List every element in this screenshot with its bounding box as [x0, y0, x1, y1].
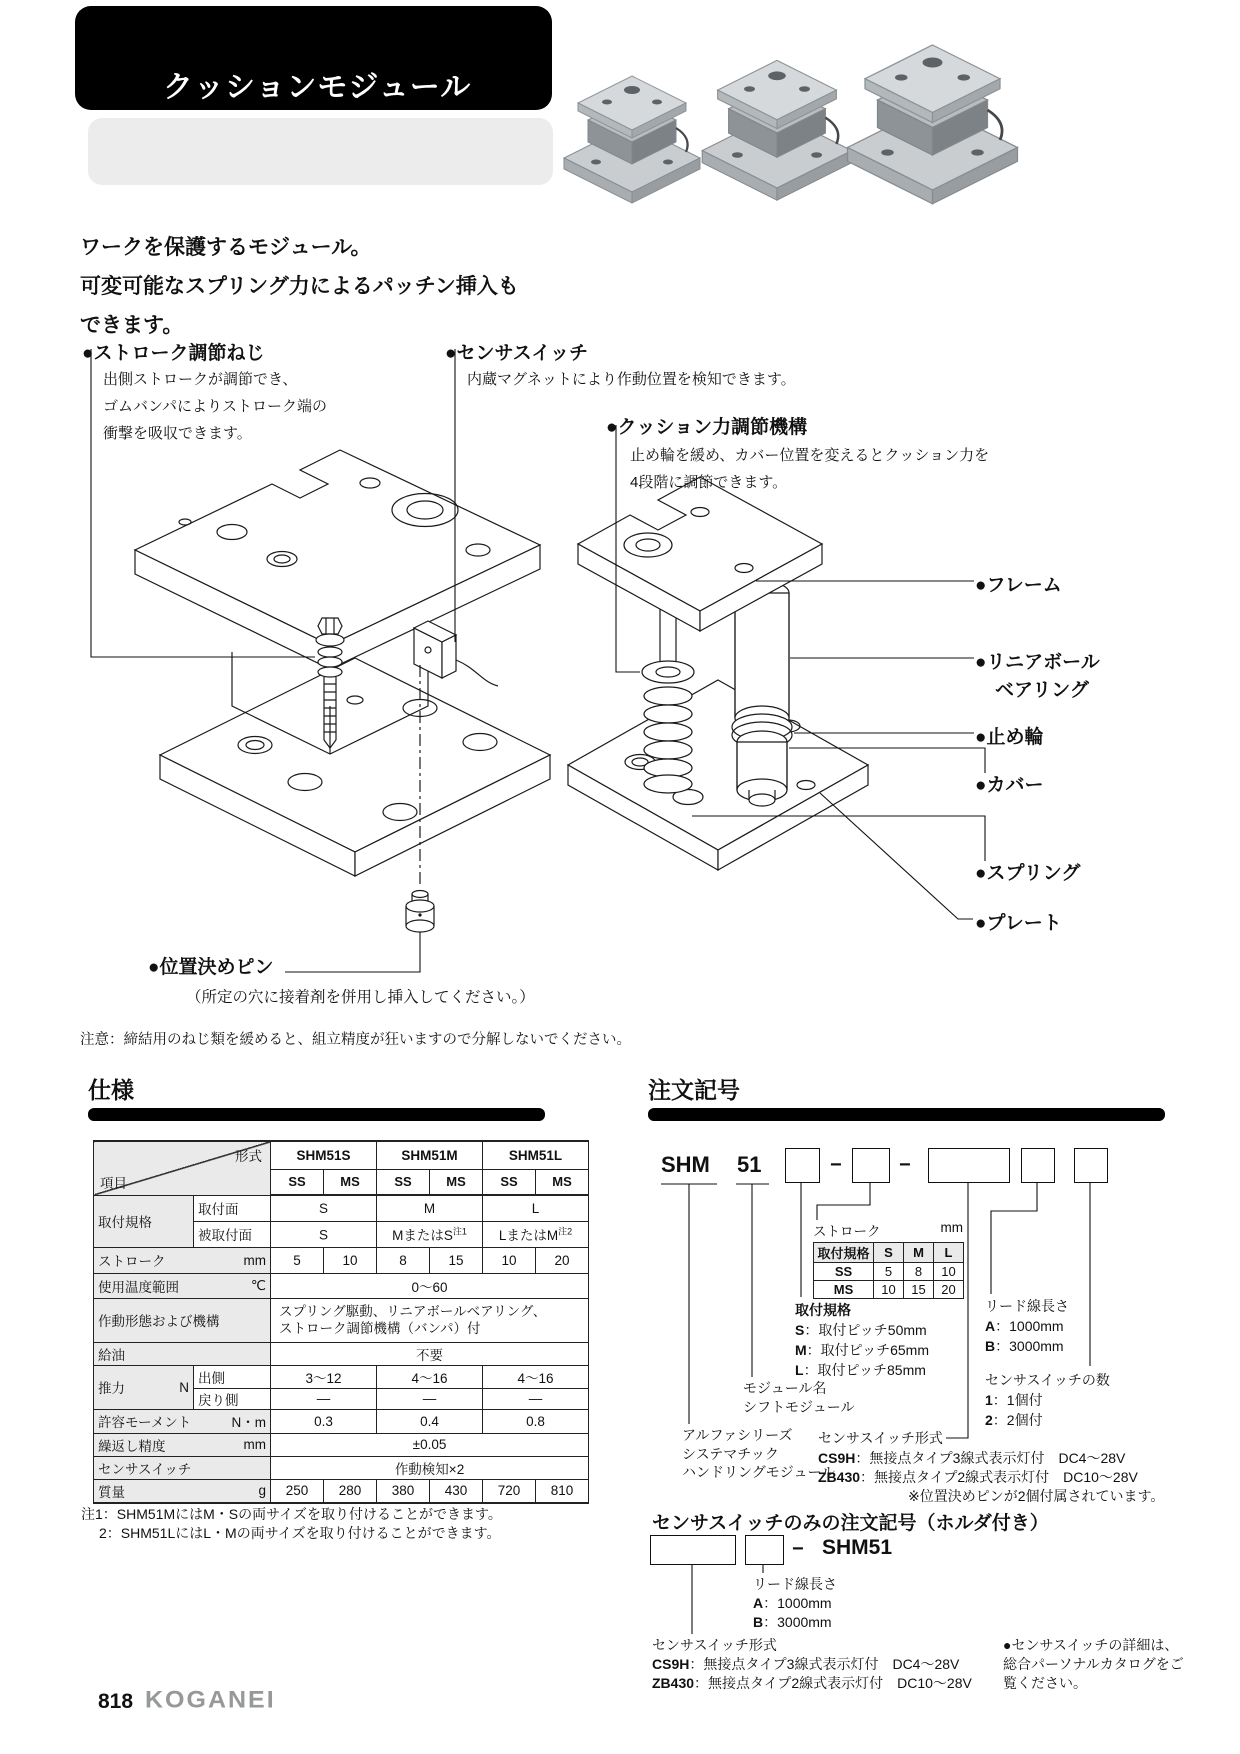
- cell-text: MまたはS: [392, 1228, 453, 1243]
- mini-cell: 20: [934, 1281, 964, 1299]
- sensor-order-heading: センサスイッチのみの注文記号（ホルダ付き）: [652, 1513, 1049, 1534]
- spec-cell: 4〜16: [377, 1365, 483, 1388]
- code: ZB430: [652, 1675, 695, 1691]
- block-item: [795, 1320, 929, 1340]
- code: CS9H: [818, 1449, 856, 1466]
- callout-stroke-screw-title: ●ストローク調節ねじ: [82, 343, 265, 364]
- code: ZB430: [818, 1469, 861, 1485]
- spec-corner-cell: [94, 1141, 271, 1195]
- model-header: SHM51L: [483, 1141, 589, 1169]
- sensor-order-box-lead: [745, 1535, 784, 1565]
- label-unit: ℃: [250, 1277, 266, 1293]
- callout-desc-line: 止め輪を緩め、カバー位置を変えるとクッション力を: [630, 447, 990, 464]
- order-size: 51: [737, 1152, 762, 1177]
- spec-cell: M: [377, 1195, 483, 1221]
- spec-cell: [271, 1298, 589, 1342]
- spec-note-1: 注1：SHM51MにはM・Sの両サイズを取り付けることができます。: [81, 1506, 502, 1522]
- block-item: [985, 1410, 1110, 1430]
- subsize-header: SS: [271, 1169, 324, 1195]
- stroke-mini-table: [813, 1242, 964, 1299]
- label-text: 繰返し精度: [98, 1438, 166, 1454]
- technical-drawing-right: [568, 477, 868, 870]
- code-desc: ：取付ピッチ65mm: [806, 1342, 930, 1358]
- block-line: モジュール名: [743, 1380, 827, 1396]
- callout-sensor-title: ●センサスイッチ: [445, 343, 588, 364]
- callout-pin-title: ●位置決めピン: [148, 957, 274, 978]
- row-label: [94, 1409, 271, 1433]
- spec-cell: 10: [324, 1247, 377, 1273]
- product-photo-1: [564, 76, 700, 203]
- order-dash-2: −: [899, 1154, 911, 1176]
- order-module-block: [743, 1379, 854, 1417]
- mini-cell: SS: [814, 1263, 874, 1281]
- label-text: 質量: [98, 1484, 125, 1500]
- order-sensor-type-block: [818, 1429, 1138, 1488]
- spec-cell: 作動検知×2: [271, 1456, 589, 1479]
- block-title: リード線長さ: [985, 1298, 1069, 1314]
- label-unit: g: [258, 1483, 266, 1499]
- block-line: ハンドリングモジュール: [682, 1464, 836, 1480]
- spec-cell: ―: [271, 1388, 377, 1409]
- spec-cell: ―: [377, 1388, 483, 1409]
- cell-text: ストローク調節機構（バンパ）付: [279, 1321, 481, 1336]
- row-sublabel: 戻り側: [194, 1388, 271, 1409]
- mini-head: L: [934, 1243, 964, 1263]
- mini-cell: 10: [874, 1281, 904, 1299]
- block-item: [753, 1594, 837, 1613]
- subsize-header: MS: [324, 1169, 377, 1195]
- spec-cell: 0.3: [271, 1409, 377, 1433]
- order-box-count: [1074, 1148, 1108, 1183]
- cell-text: スプリング駆動、リニアボールベアリング、: [279, 1304, 547, 1319]
- order-box-lead: [1021, 1148, 1055, 1183]
- block-line: シフトモジュール: [743, 1399, 855, 1415]
- mini-head: S: [874, 1243, 904, 1263]
- block-title: センサスイッチ形式: [818, 1430, 943, 1446]
- bearing-cover-part: [732, 581, 792, 806]
- code-desc: ：1000mm: [763, 1595, 832, 1611]
- callout-desc-line: ゴムバンパによりストローク端の: [103, 398, 327, 415]
- label-unit: mm: [243, 1252, 266, 1268]
- order-dash-1: −: [830, 1154, 842, 1176]
- order-prefix: SHM: [661, 1152, 710, 1177]
- corner-item: 項目: [100, 1175, 127, 1191]
- block-item: [652, 1674, 972, 1693]
- spring-part: [642, 600, 694, 793]
- spec-note-2: 2：SHM51LにはL・Mの両サイズを取り付けることができます。: [99, 1525, 501, 1541]
- block-line: アルファシリーズ: [682, 1427, 793, 1443]
- callout-cushion-desc: [630, 442, 989, 496]
- cell-text: LまたはM: [498, 1228, 559, 1243]
- subsize-header: MS: [430, 1169, 483, 1195]
- order-box-sensor-type: [928, 1148, 1010, 1183]
- code-desc: ：取付ピッチ85mm: [803, 1362, 926, 1378]
- mini-cell: 5: [874, 1263, 904, 1281]
- block-item: [652, 1655, 972, 1674]
- callout-stroke-screw-desc: [103, 366, 327, 447]
- callout-desc-line: 4段階に調節できます。: [630, 474, 788, 491]
- mini-head: M: [904, 1243, 934, 1263]
- spec-cell: 0〜60: [271, 1273, 589, 1298]
- note-line: 総合パーソナルカタログをご: [1003, 1656, 1184, 1672]
- label-unit: N: [179, 1379, 189, 1395]
- row-label: [94, 1247, 271, 1273]
- code: 2: [985, 1412, 993, 1428]
- code-desc: ：無接点タイプ2線式表示灯付: [860, 1469, 1050, 1485]
- note-line: 覧ください。: [1003, 1675, 1087, 1691]
- spec-cell: S: [271, 1195, 377, 1221]
- subsize-header: SS: [377, 1169, 430, 1195]
- spec-cell: 0.8: [483, 1409, 589, 1433]
- spec-cell: ―: [483, 1388, 589, 1409]
- code-desc: ：3000mm: [995, 1338, 1064, 1354]
- mini-cell: 8: [904, 1263, 934, 1281]
- code-desc: ：無接点タイプ3線式表示灯付: [689, 1656, 879, 1672]
- intro-text: [80, 228, 519, 345]
- code: B: [985, 1338, 996, 1354]
- cell-sup: 注1: [452, 1226, 467, 1237]
- block-line: システマチック: [682, 1445, 779, 1462]
- subsize-header: MS: [536, 1169, 589, 1195]
- label-text: ストローク: [98, 1254, 166, 1269]
- order-count-block: [985, 1370, 1110, 1430]
- spec-cell: [483, 1221, 589, 1247]
- spec-heading: 仕様: [88, 1077, 134, 1103]
- sensor-order-lead-block: [753, 1575, 837, 1632]
- block-item: [985, 1390, 1110, 1410]
- part-label-bearing: ●リニアボール: [975, 652, 1100, 673]
- spec-cell: L: [483, 1195, 589, 1221]
- code: L: [795, 1362, 804, 1378]
- code-desc: ：無接点タイプ2線式表示灯付: [694, 1675, 884, 1691]
- code-desc: ：無接点タイプ3線式表示灯付: [855, 1449, 1045, 1466]
- code: A: [985, 1318, 996, 1334]
- spec-cell: 20: [536, 1247, 589, 1273]
- spec-cell: 3〜12: [271, 1365, 377, 1388]
- spec-cell: 0.4: [377, 1409, 483, 1433]
- callout-pin-desc: （所定の穴に接着剤を併用し挿入してください。）: [186, 989, 535, 1006]
- technical-drawing-left: [135, 450, 550, 932]
- sensor-order-model: SHM51: [822, 1536, 893, 1559]
- block-item: [985, 1316, 1069, 1336]
- block-item: [985, 1336, 1069, 1356]
- intro-line: ワークを保護するモジュール。: [80, 236, 372, 259]
- order-box-stroke: [852, 1148, 890, 1183]
- row-label: [94, 1433, 271, 1456]
- spec-cell: [377, 1221, 483, 1247]
- callout-desc-line: 出側ストロークが調節でき、: [103, 371, 298, 388]
- callout-cushion-title: ●クッション力調節機構: [606, 417, 808, 438]
- mini-cell: 10: [934, 1263, 964, 1281]
- intro-line: 可変可能なスプリング力によるパッチン挿入も: [80, 275, 519, 298]
- sensor-switch-part: [414, 621, 498, 686]
- code-desc: ：3000mm: [763, 1614, 832, 1630]
- code: A: [753, 1595, 764, 1611]
- callout-desc-line: 衝撃を吸収できます。: [103, 425, 252, 442]
- row-sublabel: 出側: [194, 1365, 271, 1388]
- order-heading: 注文記号: [648, 1077, 740, 1103]
- page-number: 818: [98, 1690, 134, 1713]
- sensor-order-box-type: [650, 1535, 736, 1565]
- part-label-cover: ●カバー: [975, 775, 1044, 796]
- label-text: 推力: [98, 1381, 125, 1396]
- stroke-table-title: [813, 1220, 963, 1240]
- label-text: 許容モーメント: [98, 1415, 192, 1430]
- order-mount-block: [795, 1300, 929, 1380]
- row-label: 給油: [94, 1342, 271, 1365]
- code-desc: ：1個付: [992, 1392, 1043, 1408]
- order-stroke-table: [813, 1220, 964, 1299]
- part-label-plate: ●プレート: [975, 913, 1062, 934]
- spec-cell: 380: [377, 1479, 430, 1503]
- note-line: ●センサスイッチの詳細は、: [1003, 1637, 1179, 1653]
- spec-cell: 810: [536, 1479, 589, 1503]
- code: S: [795, 1322, 805, 1338]
- intro-line: できます。: [80, 314, 184, 337]
- spec-cell: 4〜16: [483, 1365, 589, 1388]
- order-heading-bar: [648, 1108, 1165, 1121]
- row-label: [94, 1365, 194, 1409]
- page-title: クッションモジュール: [163, 71, 472, 104]
- block-item: [818, 1468, 1138, 1488]
- code: CS9H: [652, 1656, 690, 1672]
- spec-cell: 5: [271, 1247, 324, 1273]
- row-label: 取付規格: [94, 1195, 194, 1247]
- part-label-spring: ●スプリング: [975, 863, 1081, 884]
- sensor-order-type-block: [652, 1636, 972, 1693]
- block-title: リード線長さ: [753, 1576, 837, 1592]
- row-label: [94, 1273, 271, 1298]
- code-voltage: DC10〜28V: [897, 1675, 972, 1691]
- spec-cell: 720: [483, 1479, 536, 1503]
- sensor-detail-note: [1003, 1636, 1184, 1693]
- stroke-title-text: ストローク: [813, 1224, 881, 1239]
- product-photo-2: [702, 60, 852, 200]
- spec-cell: 280: [324, 1479, 377, 1503]
- code: M: [795, 1342, 807, 1358]
- part-label-stop-ring: ●止め輪: [975, 727, 1044, 748]
- row-label: [94, 1479, 271, 1503]
- block-title: センサスイッチの数: [985, 1372, 1110, 1388]
- order-box-mount: [785, 1148, 820, 1183]
- code-desc: ：2個付: [992, 1412, 1043, 1428]
- code: B: [753, 1614, 764, 1630]
- spec-heading-bar: [88, 1108, 545, 1121]
- model-header: SHM51M: [377, 1141, 483, 1169]
- block-title: センサスイッチ形式: [652, 1637, 777, 1653]
- mini-cell: MS: [814, 1281, 874, 1299]
- brand-logo: KOGANEI: [145, 1686, 276, 1714]
- order-pin-note: ※位置決めピンが2個付属されています。: [908, 1488, 1165, 1504]
- spec-cell: 8: [377, 1247, 430, 1273]
- callout-sensor-desc: 内蔵マグネットにより作動位置を検知できます。: [467, 371, 796, 388]
- order-lead-block: [985, 1296, 1069, 1356]
- part-label-bearing2: ベアリング: [995, 680, 1089, 701]
- positioning-pin-part: [406, 891, 434, 933]
- row-sublabel: 被取付面: [194, 1221, 271, 1247]
- caution-note: 注意：締結用のねじ類を緩めると、組立精度が狂いますので分解しないでください。: [80, 1032, 631, 1048]
- spec-cell: 不要: [271, 1342, 589, 1365]
- spec-cell: 15: [430, 1247, 483, 1273]
- block-item: [795, 1360, 929, 1380]
- row-sublabel: 取付面: [194, 1195, 271, 1221]
- spec-cell: ±0.05: [271, 1433, 589, 1456]
- cell-text: S: [318, 1227, 328, 1243]
- spec-table: [93, 1140, 589, 1504]
- code-desc: ：取付ピッチ50mm: [804, 1322, 927, 1338]
- order-series-block: [682, 1426, 835, 1482]
- subsize-header: SS: [483, 1169, 536, 1195]
- code-voltage: DC4〜28V: [1058, 1449, 1126, 1466]
- block-item: [753, 1613, 837, 1632]
- stroke-title-unit: mm: [940, 1220, 963, 1235]
- spec-cell: 430: [430, 1479, 483, 1503]
- corner-model: 形式: [235, 1149, 262, 1164]
- spec-cell: 250: [271, 1479, 324, 1503]
- block-item: [818, 1449, 1138, 1469]
- product-photo-3: [848, 45, 1018, 204]
- spec-cell: 10: [483, 1247, 536, 1273]
- block-item: [795, 1340, 929, 1360]
- spec-cell: [271, 1221, 377, 1247]
- row-label: センサスイッチ: [94, 1456, 271, 1479]
- label-unit: N・m: [231, 1415, 266, 1430]
- block-title: 取付規格: [795, 1302, 851, 1318]
- mini-head: 取付規格: [814, 1243, 874, 1263]
- title-banner-sub: [88, 118, 553, 185]
- mini-cell: 15: [904, 1281, 934, 1299]
- model-header: SHM51S: [271, 1141, 377, 1169]
- code-voltage: DC10〜28V: [1063, 1469, 1138, 1485]
- row-label: 作動形態および機構: [94, 1298, 271, 1342]
- cell-sup: 注2: [558, 1226, 573, 1237]
- code-desc: ：1000mm: [995, 1318, 1064, 1334]
- code: 1: [985, 1392, 993, 1408]
- code-voltage: DC4〜28V: [892, 1656, 960, 1672]
- sensor-order-dash: −: [792, 1538, 804, 1560]
- part-label-frame: ●フレーム: [975, 575, 1062, 596]
- label-text: 使用温度範囲: [98, 1279, 179, 1295]
- label-unit: mm: [243, 1437, 266, 1452]
